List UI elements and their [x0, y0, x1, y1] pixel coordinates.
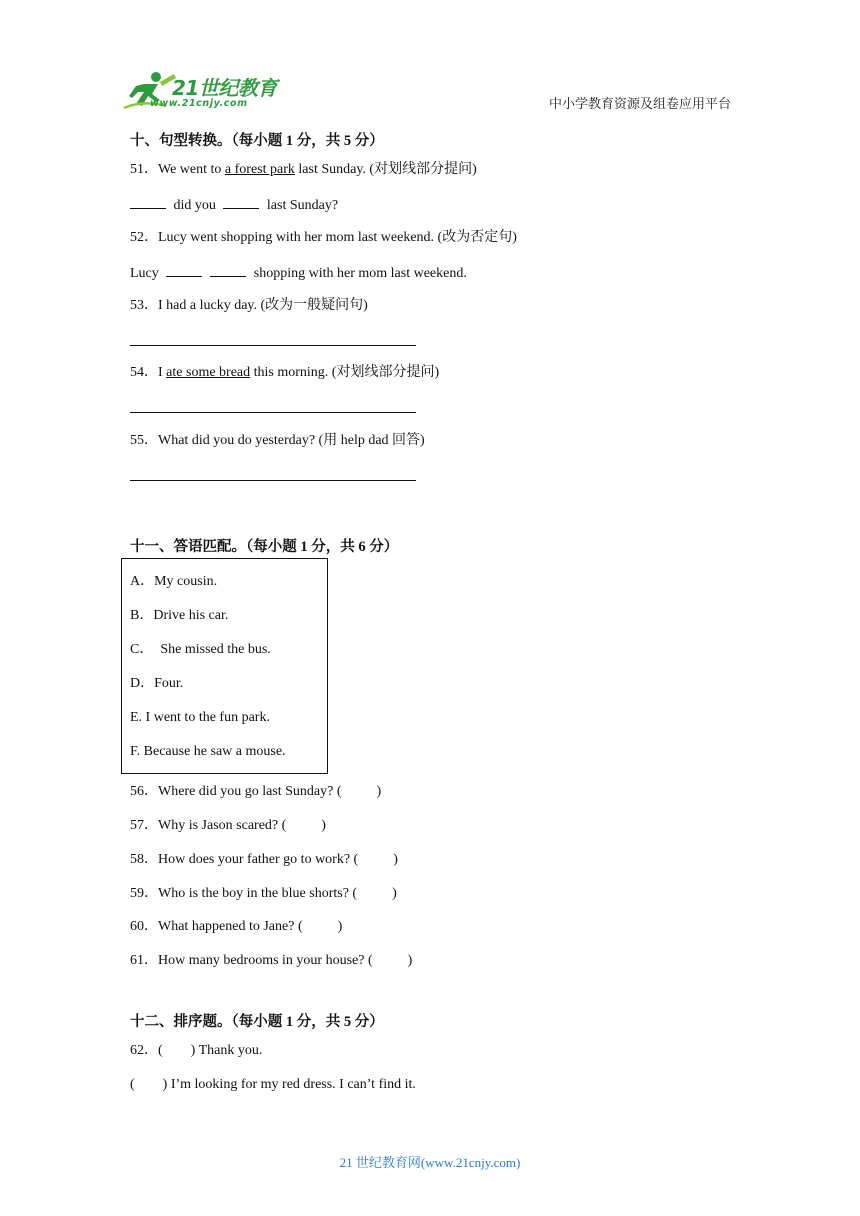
question-51-underlined: a forest park: [224, 162, 295, 177]
question-51-num: 51．: [130, 162, 158, 177]
question-53: 53．I had a lucky day. (改为一般疑问句): [130, 298, 368, 313]
logo-main-text: 21世纪教育: [172, 76, 277, 100]
answer-51-mid: did you: [170, 198, 220, 213]
question-59: 59．Who is the boy in the blue shorts? ( ): [130, 886, 397, 901]
answer-53-line[interactable]: [130, 345, 416, 346]
section-12-title: 十二、排序题。（每小题 1 分，共 5 分）: [130, 1014, 384, 1030]
answer-52-blank-1[interactable]: [166, 262, 202, 277]
question-58: 58．How does your father go to work? ( ): [130, 852, 398, 867]
answer-52: [130, 262, 467, 284]
logo-url-text: www.21cnjy.com: [150, 98, 248, 109]
answer-51-blank-1[interactable]: [130, 194, 166, 209]
answer-55-line[interactable]: [130, 480, 416, 481]
answer-51: [130, 194, 338, 216]
option-d: D．Four.: [130, 676, 184, 691]
section-11-title: 十一、答语匹配。（每小题 1 分，共 6 分）: [130, 539, 399, 555]
answer-54-line[interactable]: [130, 412, 416, 413]
question-54-num: 54．I: [130, 365, 167, 380]
question-55: 55．What did you do yesterday? (用 help dad 回答): [130, 433, 425, 448]
question-61: 61．How many bedrooms in your house? ( ): [130, 953, 413, 968]
question-51-pre: We went to: [158, 162, 225, 177]
question-54: [130, 363, 439, 383]
question-60: 60．What happened to Jane? ( ): [130, 919, 343, 934]
question-62: 62．( ) Thank you.: [130, 1043, 263, 1058]
question-57: 57．Why is Jason scared? ( ): [130, 818, 326, 833]
option-f: F. Because he saw a mouse.: [130, 744, 286, 759]
question-54-underlined: ate some bread: [166, 365, 251, 380]
question-62-line-2: ( ) I’m looking for my red dress. I can’t find it.: [130, 1077, 416, 1092]
option-a: A．My cousin.: [130, 574, 218, 589]
question-51: [130, 160, 477, 180]
option-e: E. I went to the fun park.: [130, 710, 270, 725]
question-54-post: this morning. (对划线部分提问): [250, 365, 440, 380]
question-56: 56．Where did you go last Sunday? ( ): [130, 784, 382, 799]
header-right-text: 中小学教育资源及组卷应用平台: [549, 97, 732, 112]
answer-52-end: shopping with her mom last weekend.: [250, 266, 467, 281]
answer-51-blank-2[interactable]: [223, 194, 259, 209]
answer-52-blank-2[interactable]: [210, 262, 246, 277]
question-52: 52．Lucy went shopping with her mom last weekend. (改为否定句): [130, 230, 517, 245]
footer-link[interactable]: 21 世纪教育网(www.21cnjy.com): [339, 1155, 521, 1170]
option-b: B．Drive his car.: [130, 608, 229, 623]
brand-logo: [122, 70, 292, 114]
section-10-title: 十、句型转换。（每小题 1 分，共 5 分）: [130, 133, 384, 149]
answer-51-end: last Sunday?: [263, 198, 339, 213]
answer-52-start: Lucy: [130, 266, 163, 281]
option-c: C． She missed the bus.: [130, 642, 271, 657]
question-51-post: last Sunday. (对划线部分提问): [294, 162, 477, 177]
